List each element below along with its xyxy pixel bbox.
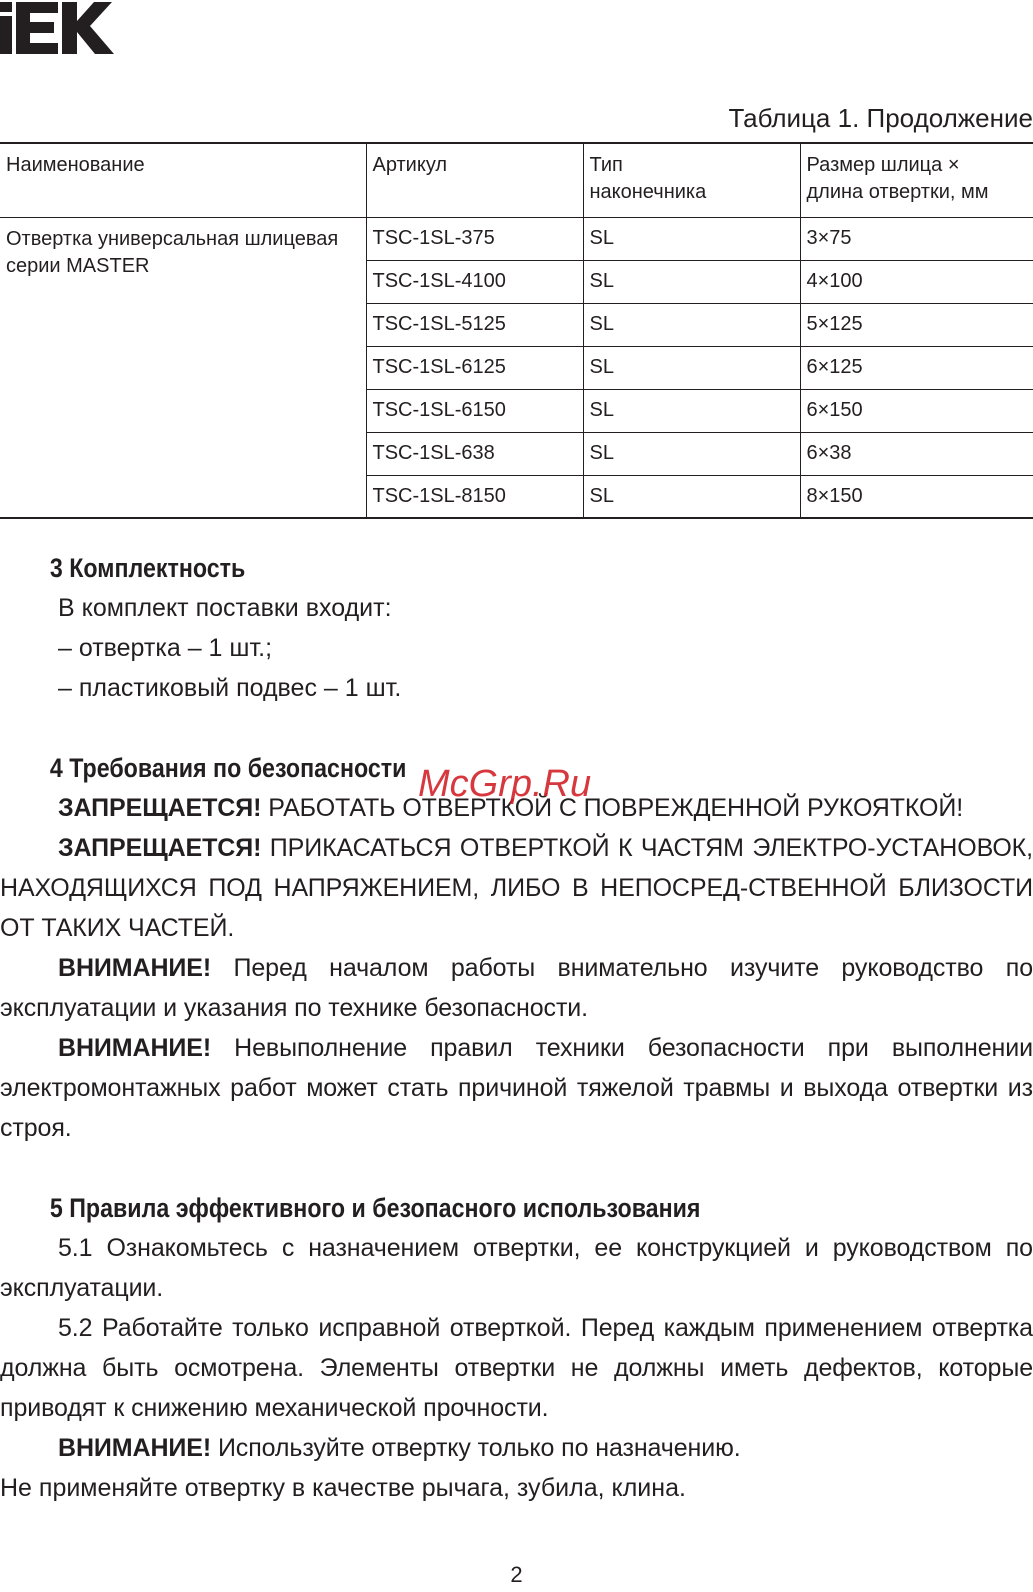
size-cell: 4×100 [800, 260, 1033, 303]
product-name-cell [0, 217, 366, 518]
type-cell: SL [583, 432, 800, 475]
article-cell: TSC-1SL-8150 [366, 475, 583, 518]
type-cell: SL [583, 260, 800, 303]
warning-text: Перед началом работы внимательно изучите руководство по эксплуатации и указания по технике безопасности. [0, 954, 1033, 1022]
type-cell: SL [583, 389, 800, 432]
article-cell: TSC-1SL-6150 [366, 389, 583, 432]
section-5-heading: 5 Правила эффективного и безопасного использования [49, 1193, 701, 1223]
product-table [0, 142, 1033, 519]
article-cell: TSC-1SL-4100 [366, 260, 583, 303]
spacer [0, 708, 1033, 748]
header-article: Артикул [366, 143, 583, 217]
rule-paragraph: 5.2 Работайте только исправной отверткой. Перед каждым применением отвертка должна быть осмотрена. Элементы отвертки не должны иметь дефектов, которые приводят к снижению механической прочности. [0, 1314, 1033, 1422]
size-cell: 6×150 [800, 389, 1033, 432]
warning-text: РАБОТАТЬ ОТВЕРТКОЙ С ПОВРЕЖДЕННОЙ РУКОЯТКОЙ! [261, 794, 964, 822]
safety-paragraph [0, 1028, 1033, 1148]
header-size-line2: длина отвертки, мм [806, 181, 989, 203]
header-name: Наименование [0, 143, 366, 217]
iek-logo [0, 2, 114, 54]
header-tip-type-line2: наконечника [589, 181, 707, 203]
header-size-line1: Размер шлица × [806, 154, 960, 176]
section-3-heading: 3 Комплектность [49, 553, 246, 583]
header-size [800, 143, 1033, 217]
table-caption: Таблица 1. Продолжение [728, 103, 1033, 133]
warning-text: ПРИКАСАТЬСЯ ОТВЕРТКОЙ К ЧАСТЯМ ЭЛЕКТРО-УСТАНОВОК, НАХОДЯЩИХСЯ ПОД НАПРЯЖЕНИЕМ, ЛИБО В НЕПОСРЕД-СТВЕННОЙ БЛИЗОСТИ ОТ ТАКИХ ЧАСТЕЙ. [0, 834, 1033, 942]
section-4-heading: 4 Требования по безопасности [49, 753, 407, 783]
type-cell: SL [583, 217, 800, 260]
size-cell: 5×125 [800, 303, 1033, 346]
rule-paragraph: 5.1 Ознакомьтесь с назначением отвертки, ее конструкцией и руководством по эксплуатации. [0, 1234, 1033, 1302]
size-cell: 8×150 [800, 475, 1033, 518]
article-cell: TSC-1SL-6125 [366, 346, 583, 389]
product-name-line1: Отвертка универсальная шлицевая [6, 227, 339, 250]
safety-paragraph [0, 948, 1033, 1028]
warning-text: Невыполнение правил техники безопасности при выполнении электромонтажных работ может стать причиной тяжелой травмы и выхода отвертки из строя. [0, 1034, 1033, 1142]
watermark: McGrp.Ru [418, 763, 592, 805]
warning-text: Используйте отвертку только по назначению. [211, 1434, 741, 1462]
product-name-line2: серии MASTER [6, 254, 150, 277]
article-cell: TSC-1SL-5125 [366, 303, 583, 346]
section-3-intro: В комплект поставки входит: [58, 594, 392, 622]
warning-label: ВНИМАНИЕ! [58, 954, 212, 982]
type-cell: SL [583, 303, 800, 346]
article-cell: TSC-1SL-638 [366, 432, 583, 475]
size-cell: 6×125 [800, 346, 1033, 389]
list-item: – отвертка – 1 шт.; [58, 634, 273, 662]
rule-paragraph [0, 1428, 1033, 1468]
safety-paragraph [0, 828, 1033, 948]
list-item: – пластиковый подвес – 1 шт. [58, 674, 402, 702]
document-body [0, 548, 1033, 1508]
page-number: 2 [510, 1562, 523, 1587]
type-cell: SL [583, 475, 800, 518]
warning-label: ЗАПРЕЩАЕТСЯ! [58, 834, 262, 862]
spacer [0, 1148, 1033, 1188]
warning-label: ЗАПРЕЩАЕТСЯ! [58, 794, 262, 822]
type-cell: SL [583, 346, 800, 389]
size-cell: 3×75 [800, 217, 1033, 260]
rule-paragraph: Не применяйте отвертку в качестве рычага, зубила, клина. [0, 1474, 686, 1502]
header-tip-type [583, 143, 800, 217]
iek-logo-image [0, 2, 114, 54]
header-tip-type-line1: Тип [589, 154, 623, 176]
table-row [0, 217, 1033, 260]
size-cell: 6×38 [800, 432, 1033, 475]
table-header-row [0, 143, 1033, 217]
article-cell: TSC-1SL-375 [366, 217, 583, 260]
warning-label: ВНИМАНИЕ! [58, 1434, 212, 1462]
warning-label: ВНИМАНИЕ! [58, 1034, 212, 1062]
